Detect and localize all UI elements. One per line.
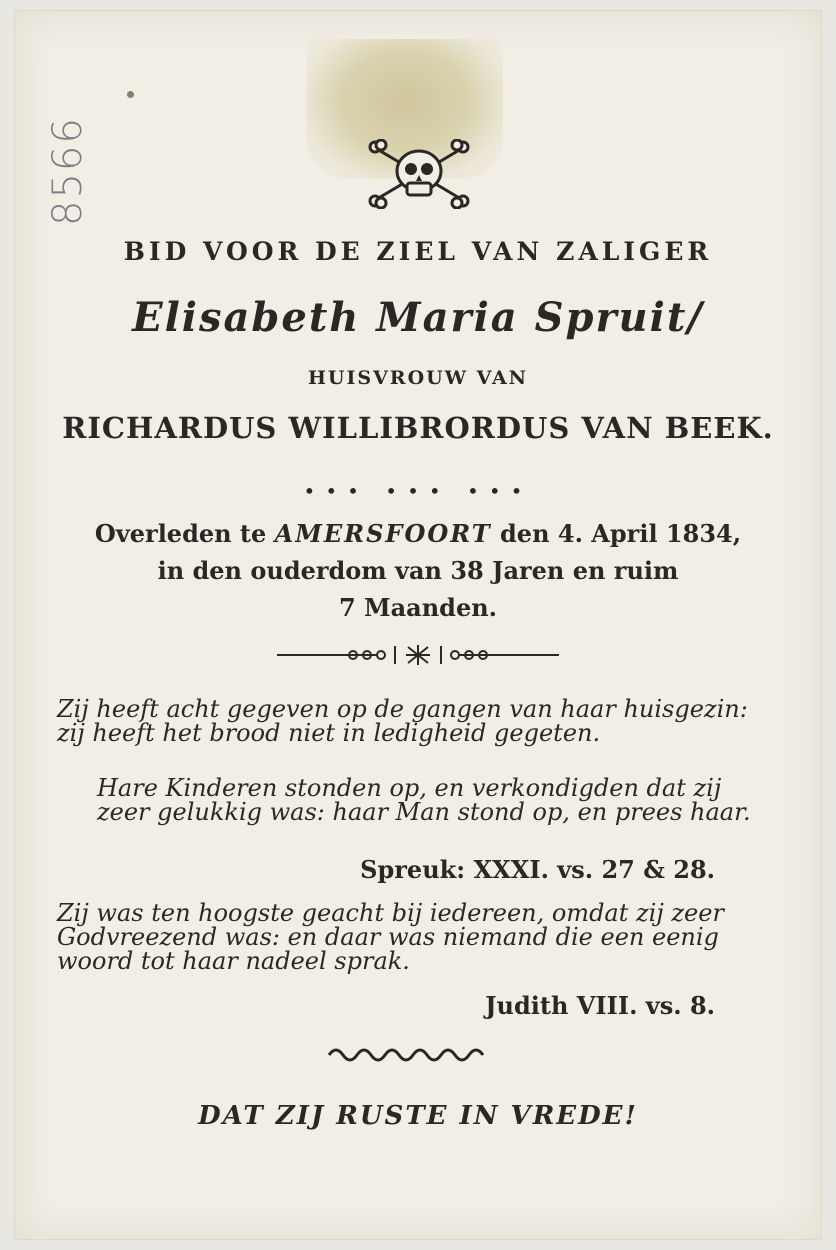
death-details <box>15 515 821 626</box>
heading: BID VOOR DE ZIEL VAN ZALIGER <box>123 237 713 266</box>
verse-1: Zij heeft acht gegeven op de gangen van haar huisgezin: zij heeft het brood niet in ledigheid gegeten. <box>57 695 748 747</box>
paper-speck <box>127 91 134 98</box>
death-line-1-a: Overleden te <box>94 519 267 548</box>
closing-line: DAT ZIJ RUSTE IN VREDE! <box>198 1101 638 1131</box>
skull-crossbones-icon <box>367 139 471 209</box>
small-ornament: ••• ••• ••• <box>303 479 533 503</box>
reference-2: Judith VIII. vs. 8. <box>485 991 715 1020</box>
death-line-2: in den ouderdom van 38 Jaren en ruim <box>157 556 679 585</box>
reference-1: Spreuk: XXXI. vs. 27 & 28. <box>360 855 715 884</box>
death-line-1 <box>15 515 821 552</box>
death-place: AMERSFOORT <box>274 519 492 548</box>
relation-label: HUISVROUW VAN <box>307 367 529 389</box>
verse-3: Zij was ten hoogste geacht bij iedereen, omdat zij zeer Godvreezend was: en daar was niemand die een eenig woord tot haar nadeel sprak. <box>57 899 724 975</box>
archive-number: 8566 <box>45 116 91 226</box>
memorial-card <box>14 10 822 1240</box>
death-line-1-b: den 4. April 1834, <box>500 519 742 548</box>
wave-ornament-icon <box>327 1041 485 1065</box>
deceased-name: Elisabeth Maria Spruit/ <box>132 294 704 341</box>
divider-ornament-icon <box>277 643 559 667</box>
verse-2: Hare Kinderen stonden op, en verkondigden dat zij zeer gelukkig was: haar Man stond op, en prees haar. <box>97 774 751 826</box>
death-line-3: 7 Maanden. <box>338 593 498 622</box>
husband-name: RICHARDUS WILLIBRORDUS VAN BEEK. <box>62 411 774 445</box>
